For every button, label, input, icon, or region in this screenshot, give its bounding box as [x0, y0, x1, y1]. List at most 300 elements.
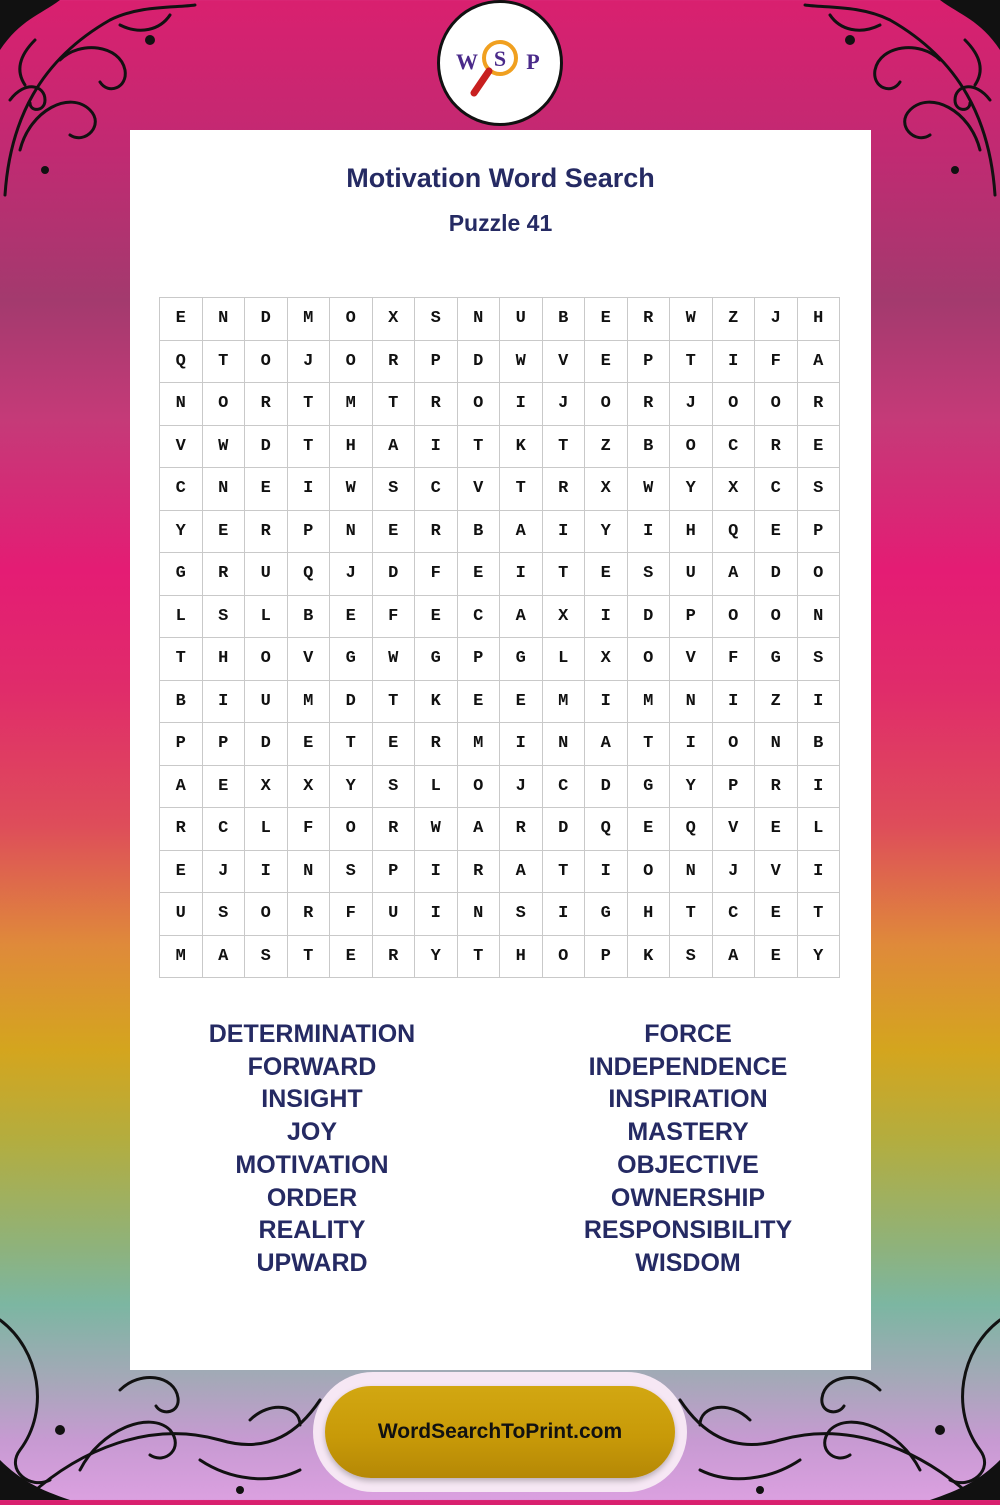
grid-cell[interactable]: F [415, 553, 458, 596]
grid-cell[interactable]: E [627, 808, 670, 851]
grid-cell[interactable]: C [712, 425, 755, 468]
grid-cell[interactable]: V [670, 638, 713, 681]
word-list-item: INDEPENDENCE [588, 1052, 788, 1081]
grid-cell[interactable]: A [797, 340, 840, 383]
grid-cell[interactable]: T [457, 425, 500, 468]
grid-cell[interactable]: R [755, 765, 798, 808]
puzzle-title: Motivation Word Search [346, 163, 655, 193]
grid-cell[interactable]: N [330, 510, 373, 553]
grid-cell[interactable]: J [202, 850, 245, 893]
grid-cell[interactable]: I [797, 765, 840, 808]
grid-cell[interactable]: D [330, 680, 373, 723]
word-list-item: INSIGHT [261, 1085, 363, 1114]
grid-cell[interactable]: E [585, 298, 628, 341]
grid-cell[interactable]: L [415, 765, 458, 808]
grid-cell[interactable]: E [797, 425, 840, 468]
grid-cell[interactable]: E [755, 893, 798, 936]
grid-cell[interactable]: B [797, 723, 840, 766]
grid-cell[interactable]: R [755, 425, 798, 468]
grid-cell[interactable]: N [202, 468, 245, 511]
grid-cell[interactable]: S [372, 468, 415, 511]
grid-cell[interactable]: R [415, 510, 458, 553]
grid-cell[interactable]: F [712, 638, 755, 681]
magnifier-handle-icon [474, 71, 489, 93]
grid-cell[interactable]: I [670, 723, 713, 766]
grid-cell[interactable]: B [627, 425, 670, 468]
grid-cell[interactable]: O [245, 638, 288, 681]
grid-cell[interactable]: E [245, 468, 288, 511]
grid-cell[interactable]: B [287, 595, 330, 638]
grid-cell[interactable]: E [330, 595, 373, 638]
grid-cell[interactable]: X [542, 595, 585, 638]
grid-cell[interactable]: S [245, 935, 288, 978]
grid-cell[interactable]: H [797, 298, 840, 341]
grid-cell[interactable]: R [457, 850, 500, 893]
grid-cell[interactable]: P [585, 935, 628, 978]
grid-cell[interactable]: H [500, 935, 543, 978]
grid-cell[interactable]: C [755, 468, 798, 511]
grid-cell[interactable]: E [330, 935, 373, 978]
grid-cell[interactable]: S [330, 850, 373, 893]
logo-letter-s: S [493, 46, 507, 71]
grid-cell[interactable]: S [202, 595, 245, 638]
grid-cell[interactable]: U [245, 553, 288, 596]
grid-cell[interactable]: N [457, 298, 500, 341]
grid-cell[interactable]: R [627, 383, 670, 426]
grid-cell[interactable]: Y [330, 765, 373, 808]
grid-cell[interactable]: D [585, 765, 628, 808]
grid-cell[interactable]: T [330, 723, 373, 766]
website-link[interactable]: WordSearchToPrint.com [377, 1420, 623, 1443]
website-button[interactable] [325, 1386, 675, 1478]
grid-cell[interactable]: X [585, 468, 628, 511]
grid-cell[interactable]: P [797, 510, 840, 553]
grid-cell[interactable]: D [627, 595, 670, 638]
grid-cell[interactable]: I [585, 680, 628, 723]
grid-cell[interactable]: Q [287, 553, 330, 596]
grid-cell[interactable]: R [160, 808, 203, 851]
grid-cell[interactable]: E [500, 680, 543, 723]
grid-cell[interactable]: B [542, 298, 585, 341]
grid-cell[interactable]: N [160, 383, 203, 426]
grid-cell[interactable]: Y [415, 935, 458, 978]
grid-cell[interactable]: W [415, 808, 458, 851]
grid-cell[interactable]: Y [585, 510, 628, 553]
grid-cell[interactable]: O [245, 340, 288, 383]
grid-row [160, 340, 840, 383]
grid-row [160, 680, 840, 723]
grid-cell[interactable]: F [372, 595, 415, 638]
grid-cell[interactable]: O [245, 893, 288, 936]
grid-cell[interactable]: E [415, 595, 458, 638]
grid-cell[interactable]: M [627, 680, 670, 723]
grid-cell[interactable]: S [202, 893, 245, 936]
grid-cell[interactable]: F [287, 808, 330, 851]
grid-cell[interactable]: W [670, 298, 713, 341]
grid-cell[interactable]: R [415, 723, 458, 766]
grid-row [160, 510, 840, 553]
grid-cell[interactable]: J [755, 298, 798, 341]
grid-row [160, 298, 840, 341]
grid-cell[interactable]: T [202, 340, 245, 383]
grid-cell[interactable]: L [245, 595, 288, 638]
grid-cell[interactable]: G [585, 893, 628, 936]
grid-cell[interactable]: M [160, 935, 203, 978]
grid-cell[interactable]: I [500, 383, 543, 426]
grid-cell[interactable]: E [372, 510, 415, 553]
grid-cell[interactable]: I [627, 510, 670, 553]
grid-cell[interactable]: J [330, 553, 373, 596]
grid-cell[interactable]: X [372, 298, 415, 341]
grid-cell[interactable]: O [330, 340, 373, 383]
grid-cell[interactable]: P [627, 340, 670, 383]
grid-cell[interactable]: D [372, 553, 415, 596]
word-list-item: FORCE [644, 1020, 732, 1048]
grid-cell[interactable]: G [415, 638, 458, 681]
grid-cell[interactable]: L [797, 808, 840, 851]
grid-row [160, 935, 840, 978]
grid-cell[interactable]: J [500, 765, 543, 808]
grid-cell[interactable]: S [797, 468, 840, 511]
grid-cell[interactable]: T [372, 680, 415, 723]
grid-cell[interactable]: A [202, 935, 245, 978]
grid-cell[interactable]: O [627, 638, 670, 681]
grid-cell[interactable]: O [712, 723, 755, 766]
grid-cell[interactable]: I [585, 850, 628, 893]
grid-cell[interactable]: A [457, 808, 500, 851]
grid-cell[interactable]: J [670, 383, 713, 426]
grid-cell[interactable]: H [670, 510, 713, 553]
grid-cell[interactable]: Q [712, 510, 755, 553]
grid-cell[interactable]: O [202, 383, 245, 426]
grid-cell[interactable]: O [457, 383, 500, 426]
grid-cell[interactable]: P [457, 638, 500, 681]
grid-cell[interactable]: P [670, 595, 713, 638]
grid-row [160, 468, 840, 511]
grid-cell[interactable]: Q [585, 808, 628, 851]
grid-cell[interactable]: E [755, 808, 798, 851]
grid-cell[interactable]: E [160, 850, 203, 893]
grid-cell[interactable]: A [712, 553, 755, 596]
grid-cell[interactable]: X [585, 638, 628, 681]
grid-cell[interactable]: O [627, 850, 670, 893]
grid-cell[interactable]: A [500, 510, 543, 553]
grid-cell[interactable]: R [627, 298, 670, 341]
logo-letter-w: W [456, 49, 478, 74]
grid-cell[interactable]: O [712, 383, 755, 426]
grid-cell[interactable]: R [202, 553, 245, 596]
grid-row [160, 638, 840, 681]
grid-cell[interactable]: O [457, 765, 500, 808]
word-list-item: FORWARD [247, 1052, 377, 1081]
grid-cell[interactable]: I [287, 468, 330, 511]
grid-cell[interactable]: U [245, 680, 288, 723]
grid-cell[interactable]: A [160, 765, 203, 808]
grid-cell[interactable]: Z [712, 298, 755, 341]
word-list-item: MOTIVATION [235, 1150, 389, 1179]
grid-cell[interactable]: C [542, 765, 585, 808]
grid-row [160, 850, 840, 893]
grid-cell[interactable]: A [712, 935, 755, 978]
grid-cell[interactable]: I [245, 850, 288, 893]
grid-cell[interactable]: A [585, 723, 628, 766]
grid-cell[interactable]: O [585, 383, 628, 426]
grid-row [160, 425, 840, 468]
grid-row [160, 723, 840, 766]
grid-cell[interactable]: C [202, 808, 245, 851]
letter-grid [159, 297, 840, 978]
grid-cell[interactable]: I [415, 850, 458, 893]
grid-cell[interactable]: R [500, 808, 543, 851]
grid-cell[interactable]: A [372, 425, 415, 468]
grid-cell[interactable]: Y [797, 935, 840, 978]
grid-cell[interactable]: O [755, 383, 798, 426]
grid-cell[interactable]: P [160, 723, 203, 766]
grid-cell[interactable]: M [330, 383, 373, 426]
grid-cell[interactable]: R [245, 510, 288, 553]
word-list-item: ORDER [266, 1183, 358, 1212]
grid-cell[interactable]: V [542, 340, 585, 383]
word-list-item: MASTERY [627, 1118, 749, 1147]
grid-cell[interactable]: R [415, 383, 458, 426]
grid-cell[interactable]: P [372, 850, 415, 893]
puzzle-card [130, 130, 871, 1370]
grid-cell[interactable]: Z [755, 680, 798, 723]
grid-cell[interactable]: P [712, 765, 755, 808]
grid-cell[interactable]: I [202, 680, 245, 723]
grid-cell[interactable]: T [670, 893, 713, 936]
grid-cell[interactable]: L [245, 808, 288, 851]
grid-cell[interactable]: N [457, 893, 500, 936]
word-list-item: JOY [286, 1118, 338, 1147]
grid-cell[interactable]: I [500, 553, 543, 596]
grid-cell[interactable]: N [287, 850, 330, 893]
grid-cell[interactable]: N [202, 298, 245, 341]
grid-cell[interactable]: T [542, 425, 585, 468]
grid-row [160, 808, 840, 851]
grid-cell[interactable]: W [500, 340, 543, 383]
grid-cell[interactable]: J [712, 850, 755, 893]
grid-cell[interactable]: T [287, 383, 330, 426]
grid-cell[interactable]: D [542, 808, 585, 851]
grid-cell[interactable]: S [627, 553, 670, 596]
grid-cell[interactable]: Y [160, 510, 203, 553]
grid-cell[interactable]: I [712, 680, 755, 723]
grid-cell[interactable]: O [670, 425, 713, 468]
grid-cell[interactable]: D [245, 723, 288, 766]
grid-cell[interactable]: P [202, 723, 245, 766]
grid-cell[interactable]: S [500, 893, 543, 936]
word-list-item: OBJECTIVE [617, 1150, 759, 1179]
word-list-item: INSPIRATION [608, 1085, 768, 1114]
grid-row [160, 595, 840, 638]
grid-cell[interactable]: I [500, 723, 543, 766]
grid-cell[interactable]: E [160, 298, 203, 341]
grid-cell[interactable]: E [755, 935, 798, 978]
grid-cell[interactable]: W [627, 468, 670, 511]
grid-cell[interactable]: R [245, 383, 288, 426]
grid-cell[interactable]: R [372, 808, 415, 851]
grid-cell[interactable]: R [372, 935, 415, 978]
grid-cell[interactable]: D [755, 553, 798, 596]
grid-cell[interactable]: I [585, 595, 628, 638]
grid-cell[interactable]: O [797, 553, 840, 596]
grid-cell[interactable]: X [712, 468, 755, 511]
grid-cell[interactable]: R [797, 383, 840, 426]
grid-cell[interactable]: F [755, 340, 798, 383]
grid-cell[interactable]: N [797, 595, 840, 638]
grid-cell[interactable]: S [415, 298, 458, 341]
grid-cell[interactable]: D [457, 340, 500, 383]
wsp-logo [437, 0, 563, 126]
puzzle-number: Puzzle 41 [448, 210, 553, 236]
grid-cell[interactable]: V [287, 638, 330, 681]
grid-cell[interactable]: O [712, 595, 755, 638]
grid-cell[interactable]: W [330, 468, 373, 511]
grid-cell[interactable]: C [415, 468, 458, 511]
grid-cell[interactable]: I [542, 893, 585, 936]
grid-row [160, 383, 840, 426]
word-list-left [152, 1018, 472, 1280]
grid-cell[interactable]: O [542, 935, 585, 978]
grid-cell[interactable]: X [245, 765, 288, 808]
grid-cell[interactable]: Z [585, 425, 628, 468]
grid-cell[interactable]: E [457, 680, 500, 723]
grid-cell[interactable]: B [457, 510, 500, 553]
grid-cell[interactable]: E [585, 340, 628, 383]
grid-cell[interactable]: N [542, 723, 585, 766]
grid-cell[interactable]: E [585, 553, 628, 596]
grid-cell[interactable]: H [202, 638, 245, 681]
grid-cell[interactable]: O [330, 298, 373, 341]
grid-cell[interactable]: Y [670, 468, 713, 511]
grid-cell[interactable]: S [372, 765, 415, 808]
grid-cell[interactable]: I [415, 893, 458, 936]
word-list-item: WISDOM [635, 1248, 741, 1277]
grid-cell[interactable]: R [372, 340, 415, 383]
grid-cell[interactable]: P [415, 340, 458, 383]
grid-cell[interactable]: W [202, 425, 245, 468]
grid-cell[interactable]: H [330, 425, 373, 468]
grid-row [160, 893, 840, 936]
grid-cell[interactable]: W [372, 638, 415, 681]
grid-cell[interactable]: Q [160, 340, 203, 383]
grid-cell[interactable]: R [542, 468, 585, 511]
grid-cell[interactable]: H [627, 893, 670, 936]
grid-cell[interactable]: T [372, 383, 415, 426]
grid-cell[interactable]: U [500, 298, 543, 341]
grid-cell[interactable]: T [500, 468, 543, 511]
grid-cell[interactable]: O [330, 808, 373, 851]
word-list-item: DETERMINATION [208, 1020, 416, 1048]
grid-cell[interactable]: T [627, 723, 670, 766]
grid-cell[interactable]: N [670, 680, 713, 723]
grid-cell[interactable]: I [542, 510, 585, 553]
grid-cell[interactable]: N [670, 850, 713, 893]
grid-cell[interactable]: S [797, 638, 840, 681]
grid-cell[interactable]: N [755, 723, 798, 766]
grid-cell[interactable]: I [712, 340, 755, 383]
grid-cell[interactable]: M [457, 723, 500, 766]
grid-cell[interactable]: T [797, 893, 840, 936]
grid-cell[interactable]: C [160, 468, 203, 511]
grid-cell[interactable]: K [500, 425, 543, 468]
grid-cell[interactable]: Y [670, 765, 713, 808]
grid-cell[interactable]: E [202, 765, 245, 808]
grid-cell[interactable]: J [287, 340, 330, 383]
grid-cell[interactable]: K [627, 935, 670, 978]
grid-cell[interactable]: T [542, 553, 585, 596]
grid-cell[interactable]: E [202, 510, 245, 553]
grid-cell[interactable]: L [160, 595, 203, 638]
grid-cell[interactable]: T [287, 425, 330, 468]
grid-cell[interactable]: I [415, 425, 458, 468]
grid-cell[interactable]: S [670, 935, 713, 978]
grid-cell[interactable]: I [797, 850, 840, 893]
grid-cell[interactable]: C [712, 893, 755, 936]
grid-cell[interactable]: E [287, 723, 330, 766]
grid-cell[interactable]: D [245, 298, 288, 341]
grid-cell[interactable]: A [500, 850, 543, 893]
grid-cell[interactable]: E [372, 723, 415, 766]
grid-cell[interactable]: I [797, 680, 840, 723]
grid-cell[interactable]: U [372, 893, 415, 936]
grid-cell[interactable]: T [160, 638, 203, 681]
word-list-item: OWNERSHIP [610, 1183, 766, 1212]
grid-cell[interactable]: T [542, 850, 585, 893]
grid-cell[interactable]: Q [670, 808, 713, 851]
grid-cell[interactable]: G [330, 638, 373, 681]
grid-row [160, 765, 840, 808]
grid-cell[interactable]: D [245, 425, 288, 468]
grid-cell[interactable]: F [330, 893, 373, 936]
grid-cell[interactable]: K [415, 680, 458, 723]
grid-cell[interactable]: M [542, 680, 585, 723]
grid-cell[interactable]: C [457, 595, 500, 638]
grid-cell[interactable]: T [287, 935, 330, 978]
grid-cell[interactable]: G [500, 638, 543, 681]
grid-cell[interactable]: A [500, 595, 543, 638]
grid-cell[interactable]: O [755, 595, 798, 638]
grid-cell[interactable]: U [160, 893, 203, 936]
grid-cell[interactable]: L [542, 638, 585, 681]
grid-cell[interactable]: T [457, 935, 500, 978]
word-list-right [528, 1018, 848, 1280]
website-banner[interactable] [313, 1372, 687, 1492]
word-list-item: REALITY [258, 1216, 366, 1245]
grid-cell[interactable]: E [755, 510, 798, 553]
grid-cell[interactable]: V [755, 850, 798, 893]
grid-cell[interactable]: V [712, 808, 755, 851]
grid-cell[interactable]: B [160, 680, 203, 723]
grid-cell[interactable]: R [287, 893, 330, 936]
grid-cell[interactable]: U [670, 553, 713, 596]
grid-cell[interactable]: G [755, 638, 798, 681]
grid-cell[interactable]: J [542, 383, 585, 426]
grid-cell[interactable]: M [287, 680, 330, 723]
grid-cell[interactable]: G [627, 765, 670, 808]
grid-cell[interactable]: M [287, 298, 330, 341]
grid-cell[interactable]: G [160, 553, 203, 596]
grid-row [160, 553, 840, 596]
grid-cell[interactable]: T [670, 340, 713, 383]
grid-cell[interactable]: V [160, 425, 203, 468]
grid-cell[interactable]: E [457, 553, 500, 596]
grid-cell[interactable]: P [287, 510, 330, 553]
word-list-item: UPWARD [256, 1248, 368, 1277]
grid-cell[interactable]: V [457, 468, 500, 511]
grid-cell[interactable]: X [287, 765, 330, 808]
